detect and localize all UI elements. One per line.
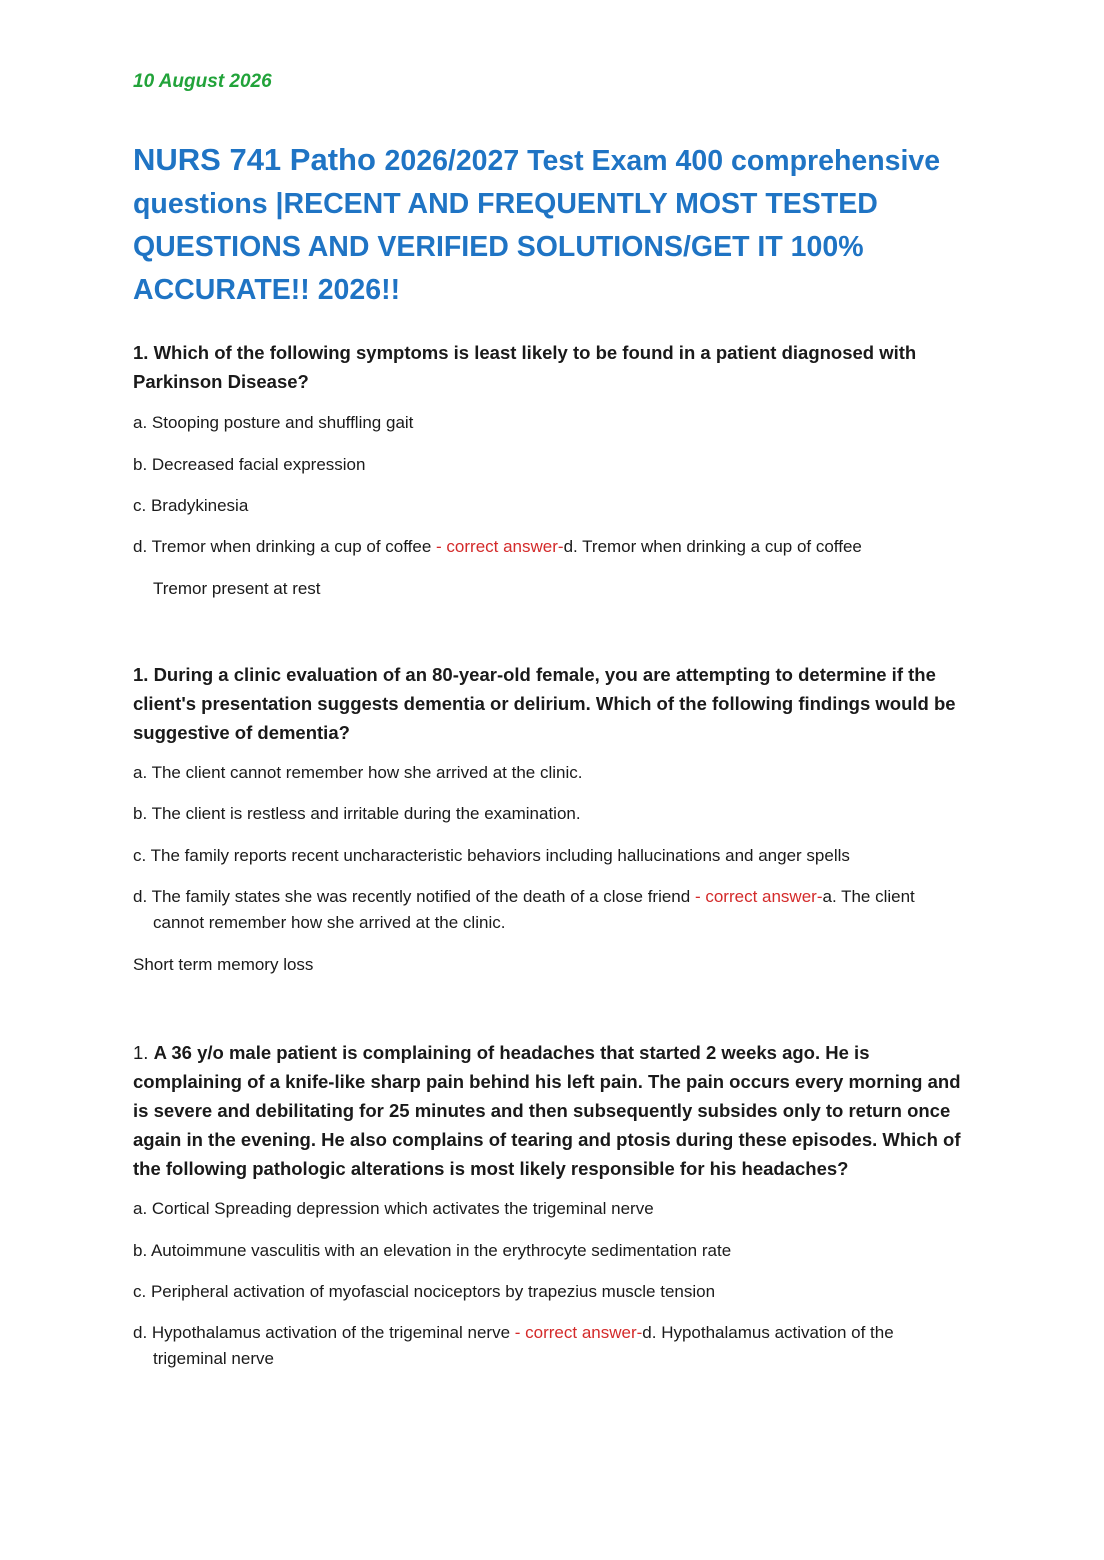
option-b: b. Autoimmune vasculitis with an elevation in the erythrocyte sedimentation rate <box>133 1241 732 1260</box>
correct-answer-marker: - correct answer- <box>694 887 823 906</box>
correct-answer-text: d. Tremor when drinking a cup of coffee <box>563 537 862 556</box>
answer-explanation: Short term memory loss <box>133 955 314 974</box>
title-rest: 2026/2027 Test Exam 400 comprehensive questions |RECENT AND FREQUENTLY MOST TESTED QUESTIONS AND VERIFIED SOLUTIONS/GET IT 100% ACCURATE!! 2026!! <box>133 145 941 306</box>
option-b: b. Decreased facial expression <box>133 455 366 474</box>
question-number: 1. <box>133 1042 154 1063</box>
question-block-2 <box>133 660 968 978</box>
option-b: b. The client is restless and irritable during the examination. <box>133 804 581 823</box>
document-date: 10 August 2026 <box>133 71 272 92</box>
option-c: c. Bradykinesia <box>133 496 249 515</box>
correct-answer-marker: - correct answer- <box>514 1323 643 1342</box>
option-d <box>133 534 968 560</box>
option-c: c. Peripheral activation of myofascial nociceptors by trapezius muscle tension <box>133 1282 716 1301</box>
question-text <box>133 1038 968 1183</box>
option-d-text: d. The family states she was recently notified of the death of a close friend <box>133 887 695 906</box>
question-body: A 36 y/o male patient is complaining of headaches that started 2 weeks ago. He is complaining of a knife-like sharp pain behind his left pain. The pain occurs every morning and is severe and debilitating for 25 minutes and then subsequently subsides only to return once again in the evening. He also complains of tearing and ptosis during these episodes. Which of the following pathologic alterations is most likely responsible for his headaches? <box>133 1042 961 1179</box>
option-d-text: d. Tremor when drinking a cup of coffee <box>133 537 437 556</box>
correct-answer-marker: - correct answer- <box>436 537 564 556</box>
option-a: a. The client cannot remember how she arrived at the clinic. <box>133 763 583 782</box>
document-title <box>133 138 993 312</box>
option-d-text: d. Hypothalamus activation of the trigeminal nerve <box>133 1323 515 1342</box>
option-d <box>133 884 968 936</box>
question-block-1 <box>133 338 968 602</box>
answer-explanation: Tremor present at rest <box>153 579 321 598</box>
title-lead: NURS 741 Patho <box>133 142 385 177</box>
correct-answer-text: d. Hypothalamus activation of the trigeminal nerve <box>153 1323 894 1368</box>
correct-answer-text: a. The client cannot remember how she arrived at the clinic. <box>153 887 915 932</box>
option-a: a. Stooping posture and shuffling gait <box>133 413 414 432</box>
option-d <box>133 1320 968 1372</box>
option-c: c. The family reports recent uncharacteristic behaviors including hallucinations and anger spells <box>133 846 850 865</box>
option-a: a. Cortical Spreading depression which activates the trigeminal nerve <box>133 1199 654 1218</box>
question-block-3 <box>133 1038 968 1372</box>
question-text: 1. Which of the following symptoms is least likely to be found in a patient diagnosed with Parkinson Disease? <box>133 342 917 392</box>
question-text: 1. During a clinic evaluation of an 80-year-old female, you are attempting to determine if the client's presentation suggests dementia or delirium. Which of the following findings would be suggestive of dementia? <box>133 664 956 743</box>
